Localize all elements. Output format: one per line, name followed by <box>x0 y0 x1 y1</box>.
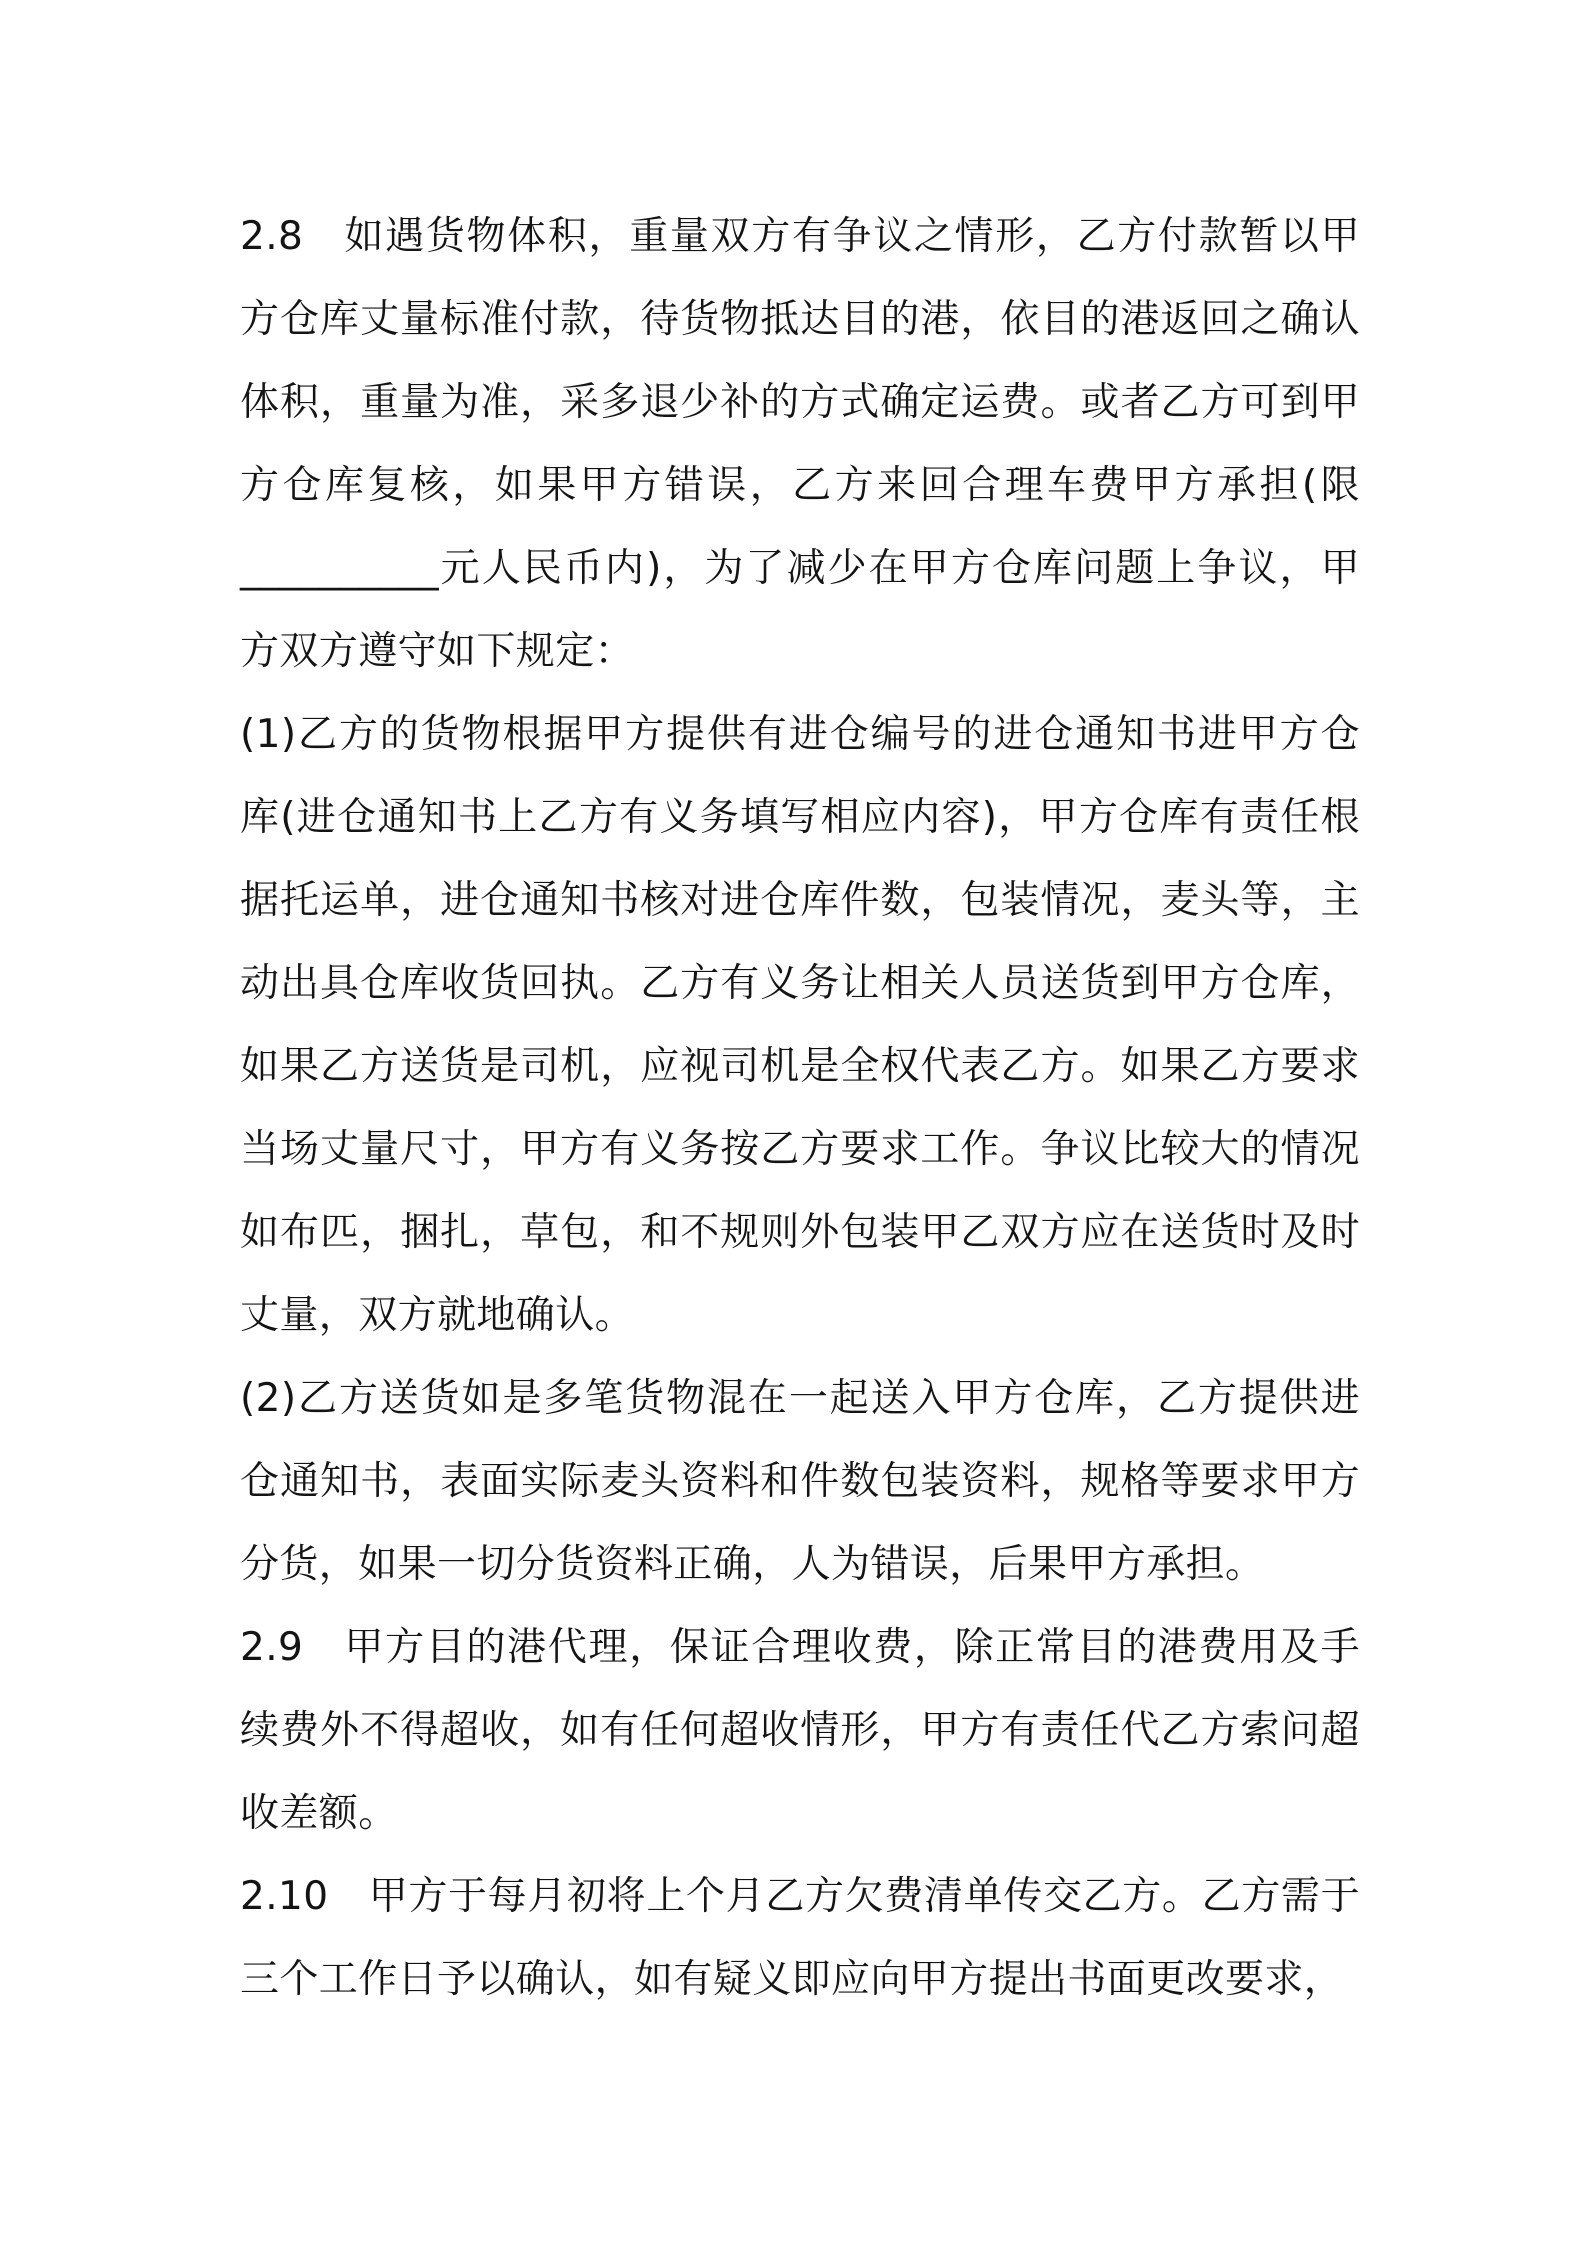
clause-number: 2.9 <box>240 1625 304 1670</box>
clause-2-10 <box>240 1855 1360 2021</box>
clause-text: (1)乙方的货物根据甲方提供有进仓编号的进仓通知书进甲方仓库(进仓通知书上乙方有义务填写相应内容)，甲方仓库有责任根据托运单，进仓通知书核对进仓库件数，包装情况，麦头等，主动出具仓库收货回执。乙方有义务让相关人员送货到甲方仓库，如果乙方送货是司机，应视司机是全权代表乙方。如果乙方要求当场丈量尺寸，甲方有义务按乙方要求工作。争议比较大的情况如布匹，捆扎，草包，和不规则外包装甲乙双方应在送货时及时丈量，双方就地确认。 <box>240 712 1360 1338</box>
clause-2-8 <box>240 195 1360 693</box>
clause-text: 甲方目的港代理，保证合理收费，除正常目的港费用及手续费外不得超收，如有任何超收情形，甲方有责任代乙方索问超收差额。 <box>240 1625 1360 1836</box>
sub-clause-2 <box>240 1357 1360 1606</box>
clause-text: (2)乙方送货如是多笔货物混在一起送入甲方仓库，乙方提供进仓通知书，表面实际麦头资料和件数包装资料，规格等要求甲方分货，如果一切分货资料正确，人为错误，后果甲方承担。 <box>240 1376 1360 1587</box>
clause-number: 2.10 <box>240 1874 329 1919</box>
sub-clause-1 <box>240 693 1360 1357</box>
clause-number: 2.8 <box>240 214 304 259</box>
document-body <box>240 195 1360 2021</box>
clause-text: 甲方于每月初将上个月乙方欠费清单传交乙方。乙方需于三个工作日予以确认，如有疑义即应向甲方提出书面更改要求， <box>240 1874 1360 2002</box>
clause-text: 如遇货物体积，重量双方有争议之情形，乙方付款暂以甲方仓库丈量标准付款，待货物抵达目的港，依目的港返回之确认体积，重量为准，采多退少补的方式确定运费。或者乙方可到甲方仓库复核，如果甲方错误，乙方来回合理车费甲方承担(限__________元人民币内)，为了减少在甲方仓库问题上争议，甲方双方遵守如下规定： <box>240 214 1360 674</box>
clause-2-9 <box>240 1606 1360 1855</box>
